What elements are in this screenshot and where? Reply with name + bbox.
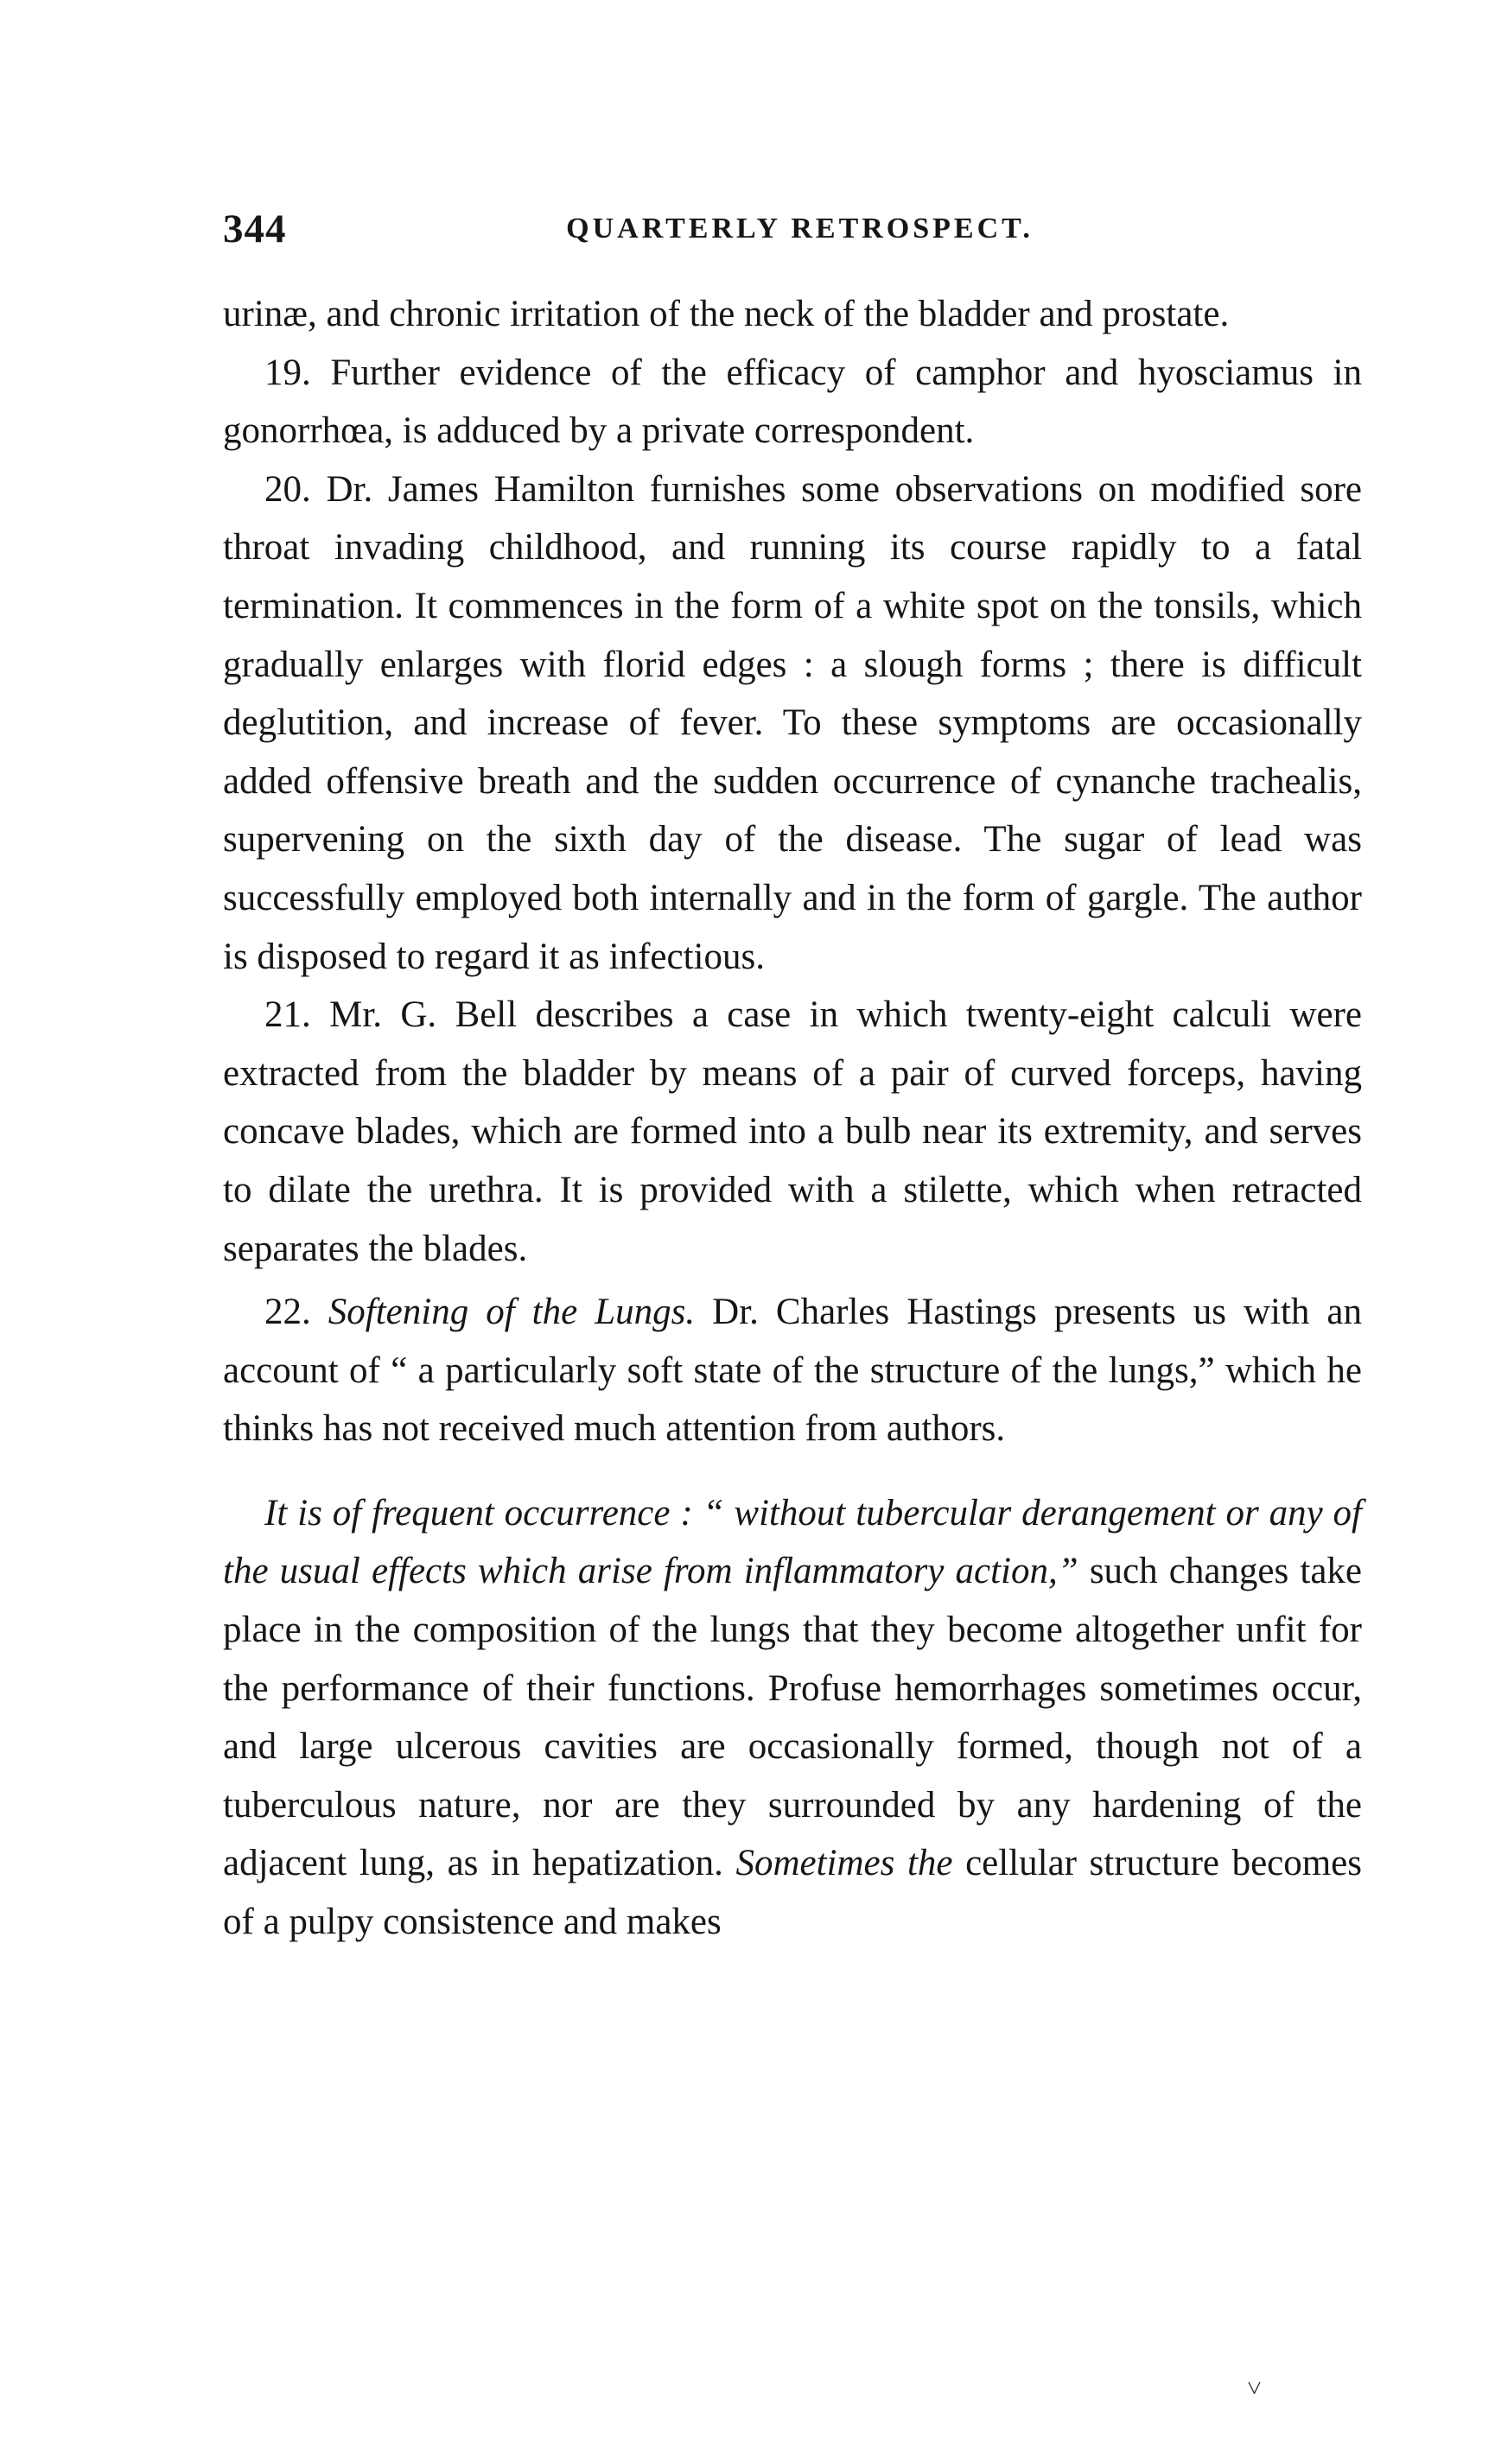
paragraph-text: such changes take place in the composition of the lungs that they become altogether unfit for the performance of their functions. Profuse hemorrhages sometimes occur, and large ulcerous cavities are occasionally formed, though not of a tuberculous nature, nor are they surrounded by any hardening of the adjacent lung, as in hepatization. — [223, 1551, 1362, 1884]
signature-mark: ˅ — [1247, 2374, 1262, 2403]
running-head: QUARTERLY RETROSPECT. — [566, 213, 1034, 244]
paragraph-19: 19. Further evidence of the efficacy of camphor and hyosciamus in gonorrhœa, is adduced by a private correspondent. — [223, 352, 1362, 452]
page-body — [223, 285, 1362, 1952]
section-text: Dr. Charles Hastings presents us with an account of “ a particularly soft state of the structure of the lungs,” which he thinks has not received much attention from authors. — [223, 1292, 1362, 1450]
italic-tail: Sometimes the — [735, 1843, 953, 1884]
page-header — [223, 206, 1377, 261]
paragraph-tail: cellular structure becomes of a pulpy consistence and makes — [223, 1843, 1363, 1943]
paragraph-21: 21. Mr. G. Bell describes a case in which twenty-eight calculi were extracted from the bladder by means of a pair of curved forceps, having concave blades, which are formed into a bulb near its extremity, and serves to dilate the urethra. It is provided with a stilette, which when retracted separates the blades. — [223, 994, 1362, 1269]
paragraph-continuation: urinæ, and chronic irritation of the neck of the bladder and prostate. — [223, 294, 1230, 334]
section-number: 22. — [264, 1292, 311, 1333]
quoted-lead: It is of frequent occurrence : “ without tubercular derangement or any of the usual effects which arise from inflammatory action,” — [223, 1492, 1362, 1592]
section-title: Softening of the Lungs. — [328, 1292, 696, 1333]
page-number: 344 — [223, 206, 287, 251]
paragraph-22 — [223, 1283, 1362, 1458]
paragraph-20: 20. Dr. James Hamilton furnishes some observations on modified sore throat invading childhood, and running its course rapidly to a fatal termination. It commences in the form of a white spot on the tonsils, which gradually enlarges with florid edges : a slough forms ; there is difficult deglutition, and increase of fever. To these symptoms are occasionally added offensive breath and the sudden occurrence of cynanche trachealis, supervening on the sixth day of the disease. The sugar of lead was successfully employed both internally and in the form of gargle. The author is disposed to regard it as infectious. — [223, 468, 1362, 977]
paragraph-23 — [223, 1484, 1362, 1952]
